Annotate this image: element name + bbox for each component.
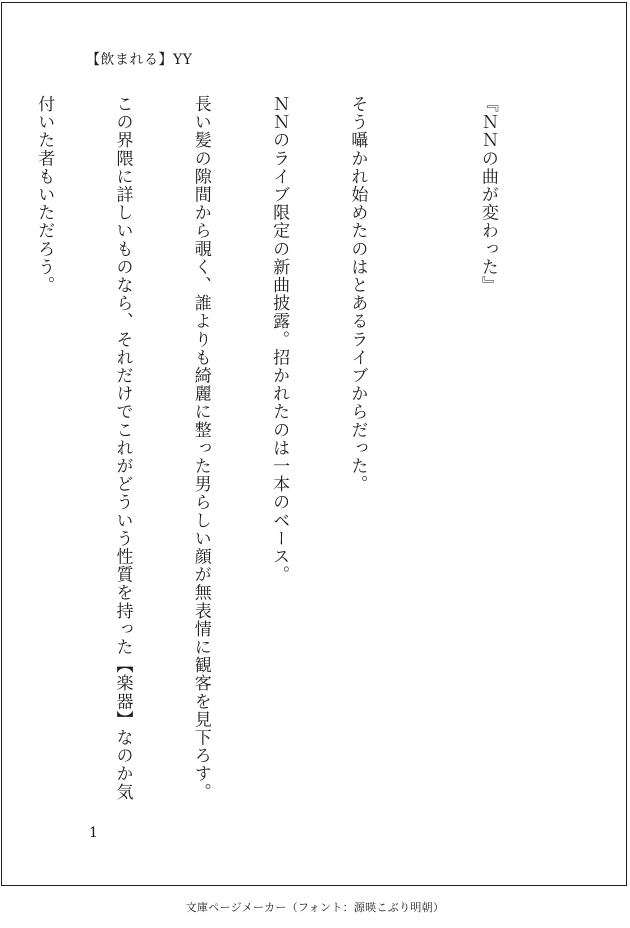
footer-credit: 文庫ページメーカー（フォント：源暎こぶり明朝） bbox=[185, 901, 445, 914]
page-number: 1 bbox=[89, 825, 98, 841]
text-line: そう囁かれ始めたのはとあるライブからだった。 bbox=[347, 95, 368, 494]
text-line: ＮＮのライブ限定の新曲披露。招かれたのは一本のベース。 bbox=[269, 95, 290, 584]
text-line: この界隈に詳しいものなら、それだけでこれがどういう性質を持った【楽器】なのか気 bbox=[112, 95, 133, 801]
text-line: 長い髪の隙間から覗く、誰よりも綺麗に整った男らしい顔が無表情に観客を見下ろす。 bbox=[190, 95, 211, 801]
page-frame bbox=[1, 2, 627, 886]
text-line: 付いた者もいただろう。 bbox=[34, 95, 55, 295]
chapter-header: 【飲まれる】YY bbox=[86, 52, 193, 68]
body-text bbox=[0, 95, 553, 825]
text-line: 『ＮＮの曲が変わった』 bbox=[477, 95, 498, 295]
